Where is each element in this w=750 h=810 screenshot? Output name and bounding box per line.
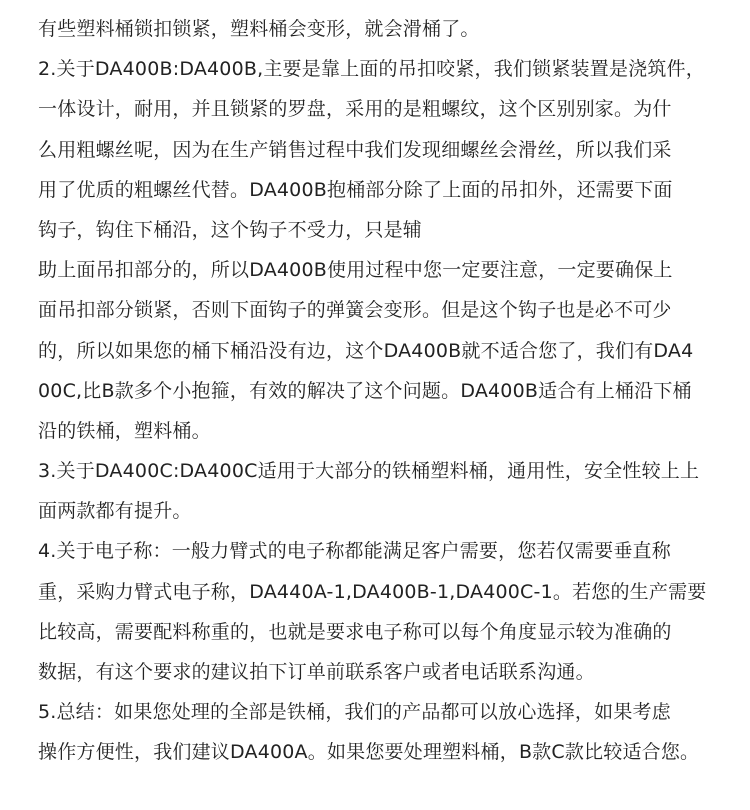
- text-line: 钩子，钩住下桶沿，这个钩子不受力，只是辅: [38, 218, 423, 241]
- text-line: 助上面吊扣部分的，所以DA400B使用过程中您一定要注意，一定要确保上: [38, 259, 673, 282]
- text-line: 用了优质的粗螺丝代替。DA400B抱桶部分除了上面的吊扣外，还需要下面: [38, 178, 673, 201]
- text-line: 比较高，需要配料称重的，也就是要求电子称可以每个角度显示较为准确的: [38, 620, 672, 643]
- text-line: 么用粗螺丝呢，因为在生产销售过程中我们发现细螺丝会滑丝，所以我们采: [38, 138, 672, 161]
- text-line: 4.关于电子称：一般力臂式的电子称都能满足客户需要，您若仅需要垂直称: [38, 540, 671, 563]
- text-line: 00C,比B款多个小抱箍，有效的解决了这个问题。DA400B适合有上桶沿下桶: [38, 379, 692, 402]
- text-line: 2.关于DA400B:DA400B,主要是靠上面的吊扣咬紧，我们锁紧装置是浇筑件，: [38, 58, 705, 81]
- text-line: 3.关于DA400C:DA400C适用于大部分的铁桶塑料桶，通用性，安全性较上上: [38, 460, 700, 483]
- text-line: 一体设计，耐用，并且锁紧的罗盘，采用的是粗螺纹，这个区别别家。为什: [38, 98, 672, 121]
- text-line: 沿的铁桶，塑料桶。: [38, 419, 211, 442]
- text-line: 面两款都有提升。: [38, 500, 192, 523]
- text-line: 有些塑料桶锁扣锁紧，塑料桶会变形，就会滑桶了。: [38, 18, 480, 40]
- text-line: 重，采购力臂式电子称，DA440A-1,DA400B-1,DA400C-1。若您的生产需要: [38, 580, 707, 603]
- text-line: 的，所以如果您的桶下桶沿没有边，这个DA400B就不适合您了，我们有DA4: [38, 339, 694, 362]
- text-line: 操作方便性，我们建议DA400A。如果您要处理塑料桶，B款C款比较适合您。: [38, 741, 700, 764]
- text-line: 数据，有这个要求的建议拍下订单前联系客户或者电话联系沟通。: [38, 661, 595, 683]
- text-line: 面吊扣部分锁紧，否则下面钩子的弹簧会变形。但是这个钩子也是必不可少: [38, 299, 672, 322]
- text-line: 5.总结：如果您处理的全部是铁桶，我们的产品都可以放心选择，如果考虑: [38, 701, 671, 724]
